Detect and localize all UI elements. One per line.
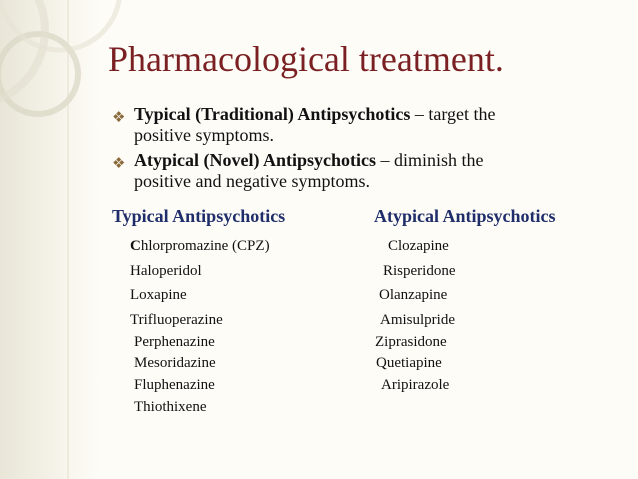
diamond-bullet-icon: ❖ [112,108,126,126]
atypical-drug-item: Clozapine [388,238,449,254]
atypical-column-heading: Atypical Antipsychotics [374,206,556,226]
bullet-bold-text: Typical (Traditional) Antipsychotics [134,104,411,124]
typical-drug-item: Mesoridazine [134,355,216,371]
atypical-drug-item: Risperidone [383,263,456,279]
bullet-text: – target the [410,104,496,124]
drug-initial: C [130,238,141,254]
typical-drug-item: Perphenazine [134,334,215,350]
typical-drug-item: Trifluoperazine [130,312,223,328]
atypical-drug-item: Quetiapine [376,355,442,371]
bullet-item-atypical [110,150,610,192]
bullet-text: – diminish the [376,150,484,170]
diamond-bullet-icon: ❖ [112,154,126,172]
atypical-drug-item: Aripirazole [381,377,450,393]
typical-drug-item: Loxapine [130,287,187,303]
bullet-bold-text: Atypical (Novel) Antipsychotics [134,150,376,170]
atypical-drug-item: Ziprasidone [375,334,447,350]
typical-drug-item: Thiothixene [134,399,207,415]
page-title: Pharmacological treatment. [108,39,504,79]
drug-name-rest: hlorpromazine (CPZ) [140,238,270,254]
bullet-continuation: positive and negative symptoms. [134,171,370,191]
bullet-list [110,104,610,196]
atypical-drug-item: Olanzapine [379,287,448,303]
typical-drug-item: Fluphenazine [134,377,215,393]
typical-drug-item: Haloperidol [130,263,202,279]
typical-column-heading: Typical Antipsychotics [112,206,286,226]
typical-drug-item [130,237,270,255]
bullet-item-typical [110,104,610,146]
bullet-continuation: positive symptoms. [134,125,275,145]
atypical-drug-item: Amisulpride [380,312,455,328]
